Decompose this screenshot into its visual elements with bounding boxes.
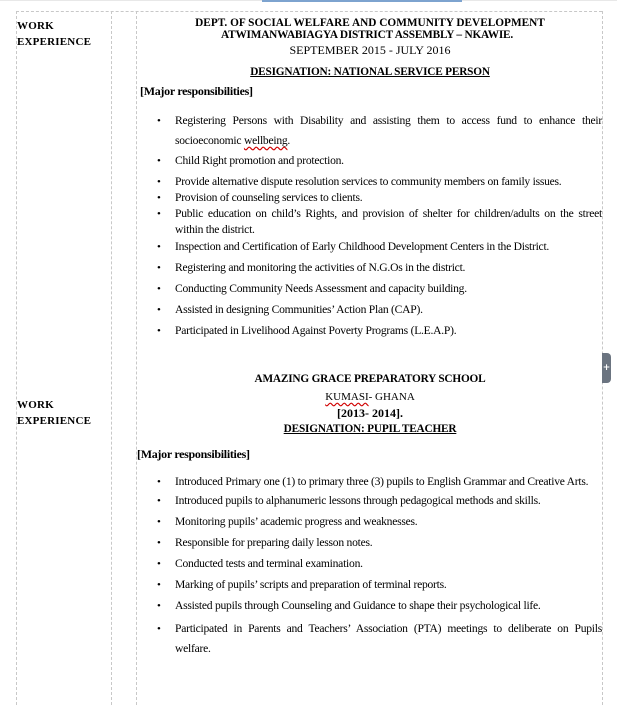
list-item: • Monitoring pupils’ academic progress and weaknesses. [158,514,602,530]
responsibilities-heading: [Major responsibilities] [140,84,253,98]
section-label [17,18,91,50]
employment-period: [2013- 2014]. [337,406,403,420]
list-item: • Participated in Livelihood Against Poverty Programs (L.E.A.P). [158,323,602,339]
list-item: • Conducted tests and terminal examination. [158,556,602,572]
table-top-border [16,11,602,12]
organization-name: AMAZING GRACE PREPARATORY SCHOOL [254,373,486,385]
column-divider [136,11,137,705]
list-item: • Provision of counseling services to clients. [158,190,602,206]
list-item: • Public education on child’s Rights, and provision of shelter for children/adults on the street within the district. [158,206,602,238]
section-label [17,397,91,429]
list-item: • Assisted pupils through Counseling and Guidance to shape their psychological life. [158,598,602,614]
employment-period: SEPTEMBER 2015 - JULY 2016 [289,43,451,57]
add-row-tab[interactable] [602,353,611,383]
organization-location: KUMASI- GHANA [325,391,415,403]
list-item: • Child Right promotion and protection. [158,153,602,169]
organization-name: DEPT. OF SOCIAL WELFARE AND COMMUNITY DEVELOPMENT [195,17,545,29]
spellcheck-flagged-word[interactable]: KUMASI [325,391,369,403]
label-line: WORK [17,20,54,32]
label-line: EXPERIENCE [17,36,92,48]
responsibilities-heading: [Major responsibilities] [137,447,250,461]
list-item: • Inspection and Certification of Early Childhood Development Centers in the District. [158,239,602,255]
list-item: • Registering Persons with Disability and assisting them to access fund to enhance their socioeconomic wellbeing. [158,111,602,151]
list-item: • Marking of pupils’ scripts and preparation of terminal reports. [158,577,602,593]
organization-location: ATWIMANWABIAGYA DISTRICT ASSEMBLY – NKAWIE. [221,29,513,41]
designation: DESIGNATION: NATIONAL SERVICE PERSON [250,66,490,78]
list-item: • Provide alternative dispute resolution services to community members on family issues. [158,174,602,190]
scroll-position-indicator [262,0,462,2]
plus-icon: + [602,363,611,373]
responsibilities-list [158,111,602,339]
list-item: • Registering and monitoring the activities of N.G.Os in the district. [158,260,602,276]
list-item: • Introduced Primary one (1) to primary three (3) pupils to English Grammar and Creative Arts. [158,472,602,492]
label-line: WORK [17,399,54,411]
list-item: • Introduced pupils to alphanumeric lessons through pedagogical methods and skills. [158,493,602,509]
list-item: • Responsible for preparing daily lesson notes. [158,535,602,551]
responsibilities-list [158,472,602,659]
spellcheck-flagged-word[interactable]: wellbeing [243,134,288,147]
label-line: EXPERIENCE [17,415,92,427]
list-item: • Assisted in designing Communities’ Action Plan (CAP). [158,302,602,318]
list-item: • Conducting Community Needs Assessment and capacity building. [158,281,602,297]
designation: DESIGNATION: PUPIL TEACHER [283,423,457,435]
table-left-border [16,11,17,705]
list-item: • Participated in Parents and Teachers’ Association (PTA) meetings to deliberate on Pupils welfare. [158,619,602,659]
column-divider [111,11,112,705]
